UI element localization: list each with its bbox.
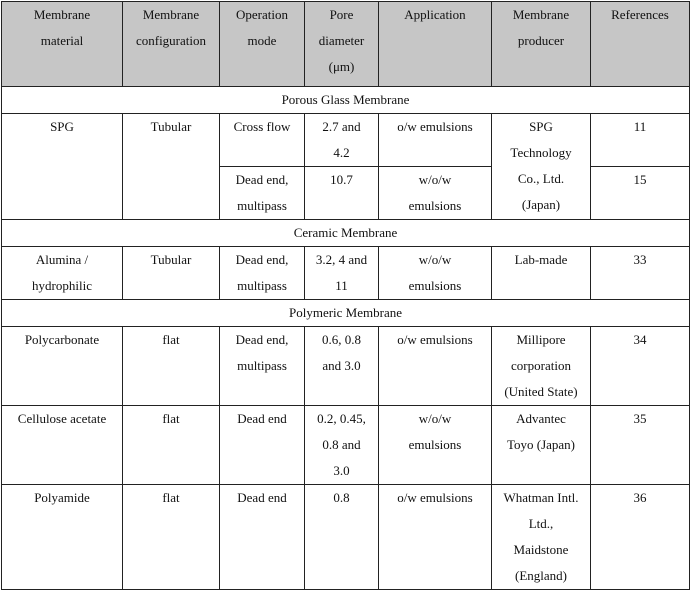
cell-line: Advantec: [516, 411, 566, 426]
operation-mode-cell: [220, 167, 305, 220]
operation-mode-cell: [220, 247, 305, 300]
application-cell: [379, 114, 492, 167]
cell-line: 0.8 and: [322, 437, 361, 452]
table-row-polyamide: [2, 485, 690, 590]
cell-line: Dead end,: [235, 252, 289, 267]
section-row-porous-glass: [2, 87, 690, 114]
reference-cell: 36: [591, 485, 690, 590]
application-cell: [379, 406, 492, 485]
reference-cell: 11: [591, 114, 690, 167]
section-title: Ceramic Membrane: [2, 220, 690, 247]
header-membrane-configuration: [123, 2, 220, 87]
cell-line: (Japan): [521, 197, 561, 212]
header-membrane-material: [2, 2, 123, 87]
cell-line: Ltd.,: [528, 516, 554, 531]
material-cell: Polycarbonate: [2, 327, 123, 406]
cell-line: Technology: [510, 145, 572, 160]
header-text: diameter: [318, 33, 365, 48]
cell-line: Whatman Intl.: [503, 490, 579, 505]
header-text: Pore: [329, 7, 354, 22]
application-cell: [379, 327, 492, 406]
header-text: configuration: [135, 33, 207, 48]
producer-cell: [492, 327, 591, 406]
header-text: Application: [404, 7, 466, 22]
cell-line: Dead end: [237, 490, 287, 505]
cell-line: o/w emulsions: [397, 490, 473, 505]
membrane-table: [1, 1, 690, 590]
header-row: [2, 2, 690, 87]
pore-diameter-cell: [305, 247, 379, 300]
cell-line: 0.8: [333, 490, 350, 505]
cell-line: o/w emulsions: [397, 332, 473, 347]
cell-line: Dead end,: [235, 332, 289, 347]
cell-line: w/o/w: [418, 252, 452, 267]
cell-line: multipass: [237, 358, 287, 373]
cell-line: w/o/w: [418, 411, 452, 426]
producer-cell: Lab-made: [492, 247, 591, 300]
producer-cell: [492, 114, 591, 220]
configuration-cell: Tubular: [123, 247, 220, 300]
cell-line: 11: [335, 278, 348, 293]
header-text: material: [40, 33, 84, 48]
application-cell: [379, 167, 492, 220]
operation-mode-cell: [220, 327, 305, 406]
cell-line: Maidstone: [513, 542, 569, 557]
pore-diameter-cell: [305, 327, 379, 406]
pore-diameter-cell: [305, 485, 379, 590]
cell-line: Millipore: [516, 332, 566, 347]
table-row-spg-1: [2, 114, 690, 167]
cell-line: emulsions: [408, 437, 462, 452]
material-cell: Cellulose acetate: [2, 406, 123, 485]
operation-mode-cell: [220, 114, 305, 167]
section-row-ceramic: [2, 220, 690, 247]
cell-line: Co., Ltd.: [517, 171, 565, 186]
cell-line: 2.7 and: [322, 119, 361, 134]
material-cell: [2, 247, 123, 300]
cell-line: Alumina /: [35, 252, 89, 267]
material-cell: Polyamide: [2, 485, 123, 590]
cell-line: Cross flow: [233, 119, 291, 134]
pore-diameter-cell: [305, 406, 379, 485]
section-row-polymeric: [2, 300, 690, 327]
header-text: References: [611, 7, 669, 22]
configuration-cell: flat: [123, 485, 220, 590]
cell-line: SPG: [529, 119, 553, 134]
header-text: (μm): [328, 59, 355, 74]
header-operation-mode: [220, 2, 305, 87]
pore-diameter-cell: [305, 167, 379, 220]
cell-line: 0.2, 0.45,: [317, 411, 366, 426]
table-row-polycarbonate: [2, 327, 690, 406]
cell-line: multipass: [237, 198, 287, 213]
cell-line: corporation: [511, 358, 571, 373]
cell-line: (United State): [504, 384, 578, 399]
operation-mode-cell: [220, 406, 305, 485]
reference-cell: 33: [591, 247, 690, 300]
producer-cell: [492, 406, 591, 485]
section-title: Polymeric Membrane: [2, 300, 690, 327]
cell-line: 10.7: [330, 172, 353, 187]
cell-line: 4.2: [333, 145, 350, 160]
producer-cell: [492, 485, 591, 590]
reference-cell: 15: [591, 167, 690, 220]
cell-line: (England): [515, 568, 567, 583]
cell-line: multipass: [237, 278, 287, 293]
cell-line: o/w emulsions: [397, 119, 473, 134]
header-text: mode: [247, 33, 277, 48]
table-row-cellulose-acetate: [2, 406, 690, 485]
cell-line: w/o/w: [418, 172, 452, 187]
operation-mode-cell: [220, 485, 305, 590]
cell-line: 0.6, 0.8: [322, 332, 361, 347]
header-text: producer: [517, 33, 565, 48]
pore-diameter-cell: [305, 114, 379, 167]
cell-line: emulsions: [408, 278, 462, 293]
cell-line: and 3.0: [322, 358, 361, 373]
cell-line: emulsions: [408, 198, 462, 213]
header-application: [379, 2, 492, 87]
header-references: [591, 2, 690, 87]
reference-cell: 34: [591, 327, 690, 406]
header-membrane-producer: [492, 2, 591, 87]
cell-line: Toyo (Japan): [506, 437, 576, 452]
header-text: Membrane: [33, 7, 91, 22]
header-text: Operation: [236, 7, 288, 22]
configuration-cell: flat: [123, 406, 220, 485]
application-cell: [379, 485, 492, 590]
reference-cell: 35: [591, 406, 690, 485]
configuration-cell: flat: [123, 327, 220, 406]
application-cell: [379, 247, 492, 300]
cell-line: hydrophilic: [32, 278, 92, 293]
header-pore-diameter: [305, 2, 379, 87]
cell-line: 3.2, 4 and: [315, 252, 368, 267]
configuration-cell: Tubular: [123, 114, 220, 220]
cell-line: Dead end,: [235, 172, 289, 187]
cell-line: 3.0: [333, 463, 350, 478]
header-text: Membrane: [142, 7, 200, 22]
cell-line: Dead end: [237, 411, 287, 426]
material-cell: SPG: [2, 114, 123, 220]
table-row-alumina: [2, 247, 690, 300]
section-title: Porous Glass Membrane: [2, 87, 690, 114]
header-text: Membrane: [512, 7, 570, 22]
